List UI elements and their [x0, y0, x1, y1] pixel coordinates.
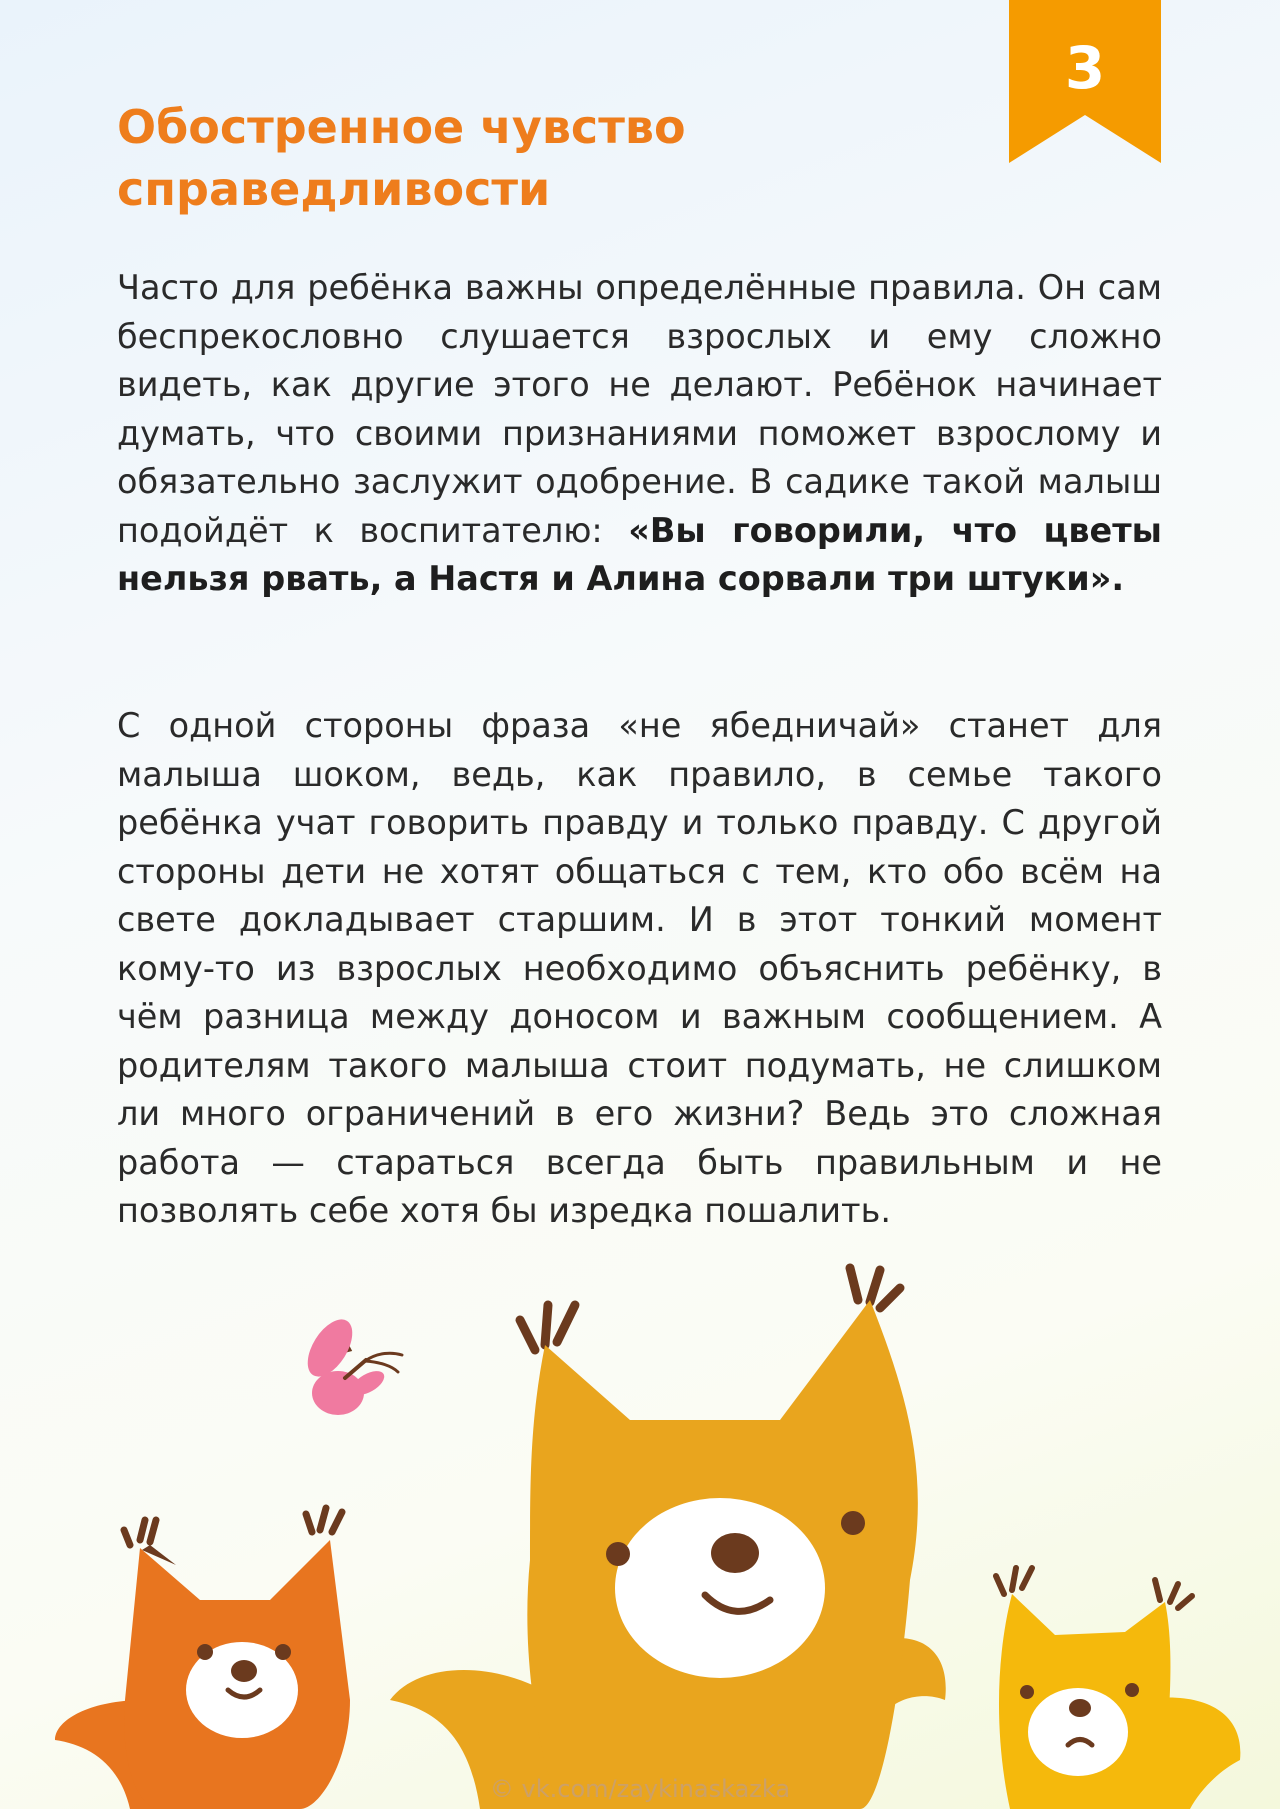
paragraph-1-quote: «Вы говорили, что цветы нельзя рвать, а Настя и Алина сорвали три штуки». — [117, 510, 1162, 598]
squirrels-illustration — [0, 1250, 1280, 1809]
page-number-badge — [1009, 0, 1161, 163]
paragraph-2: С одной стороны фраза «не ябедничай» станет для малыша шоком, ведь, как правило, в семье такого ребёнка учат говорить правду и только правду. С другой стороны дети не хотят общаться с тем, кто обо всём на свете докладывает старшим. И в этот тонкий момент кому-то из взрослых необходимо объяснить ребёнку, в чём разница между доносом и важным сообщением. А родителям такого малыша стоит подумать, не слишком ли много ограничений в его жизни? Ведь это сложная работа — стараться всегда быть правильным и не позволять себе хотя бы изредка пошалить. — [117, 706, 1162, 1230]
page-title — [117, 96, 977, 220]
butterfly-icon — [299, 1312, 402, 1415]
squirrel-right-icon — [996, 1568, 1240, 1809]
page-title-line-1: Обостренное чувство — [117, 100, 686, 154]
page-title-line-2: справедливости — [117, 162, 551, 216]
watermark: © vk.com/zaykinaskazka — [489, 1775, 791, 1803]
paragraph-1 — [117, 264, 1162, 604]
squirrel-center-icon — [390, 1268, 946, 1809]
page-number: 3 — [1064, 34, 1106, 102]
paragraph-1-text: Часто для ребёнка важны определённые правила. Он сам беспрекословно слушается взрослых и ему сложно видеть, как другие этого не делают. Ребёнок начинает думать, что своими признаниями поможет взрослому и обязательно заслужит одобрение. В садике такой малыш подойдёт к воспитателю: — [117, 268, 1162, 550]
squirrel-left-icon — [55, 1508, 350, 1809]
